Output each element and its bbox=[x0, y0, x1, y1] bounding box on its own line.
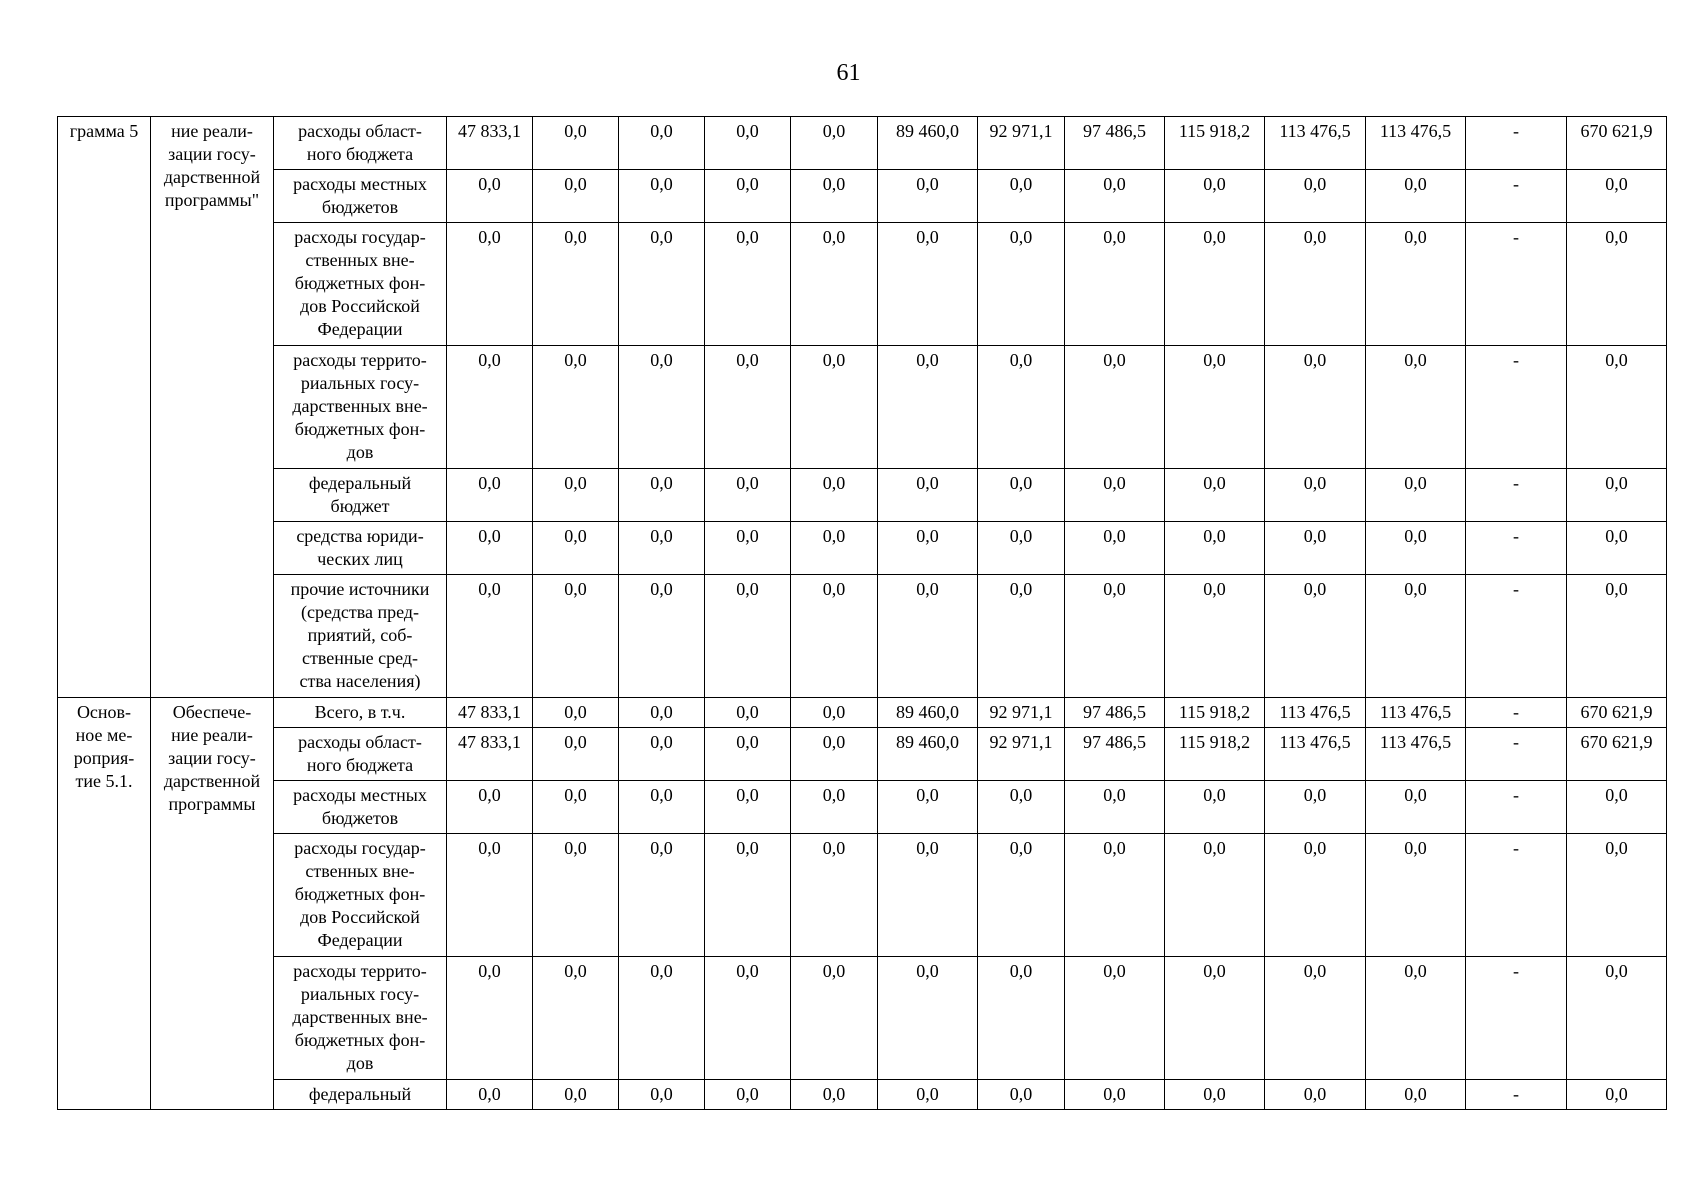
value-cell: 0,0 bbox=[878, 170, 978, 223]
value-cell: - bbox=[1466, 1080, 1567, 1110]
value-cell: 0,0 bbox=[978, 346, 1065, 469]
value-cell: 0,0 bbox=[1366, 469, 1466, 522]
value-cell: 0,0 bbox=[705, 575, 791, 698]
value-cell: 0,0 bbox=[619, 223, 705, 346]
value-cell: 0,0 bbox=[1065, 957, 1165, 1080]
table-row bbox=[58, 522, 1667, 575]
funding-source-cell: расходы террито- риальных госу- дарственных вне- бюджетных фон- дов bbox=[274, 346, 447, 469]
funding-source-cell: прочие источники (средства пред- приятий, соб- ственные сред- ства населения) bbox=[274, 575, 447, 698]
value-cell: 47 833,1 bbox=[447, 117, 533, 170]
program-name-cell: ние реали- зации госу- дарственной программы" bbox=[151, 117, 274, 698]
value-cell: 0,0 bbox=[978, 781, 1065, 834]
table-row bbox=[58, 834, 1667, 957]
value-cell: 0,0 bbox=[1065, 522, 1165, 575]
value-cell: - bbox=[1466, 170, 1567, 223]
value-cell: 113 476,5 bbox=[1265, 728, 1366, 781]
value-cell: 0,0 bbox=[1366, 223, 1466, 346]
value-cell: 0,0 bbox=[533, 728, 619, 781]
value-cell: 0,0 bbox=[791, 781, 878, 834]
value-cell: 115 918,2 bbox=[1165, 698, 1265, 728]
value-cell: 0,0 bbox=[1366, 1080, 1466, 1110]
value-cell: 0,0 bbox=[791, 1080, 878, 1110]
value-cell: 0,0 bbox=[533, 170, 619, 223]
table-row bbox=[58, 469, 1667, 522]
value-cell: 0,0 bbox=[791, 575, 878, 698]
value-cell: 47 833,1 bbox=[447, 698, 533, 728]
value-cell: 0,0 bbox=[619, 728, 705, 781]
table-row bbox=[58, 346, 1667, 469]
value-cell: 115 918,2 bbox=[1165, 117, 1265, 170]
total-value-cell: 670 621,9 bbox=[1567, 728, 1667, 781]
budget-table bbox=[57, 116, 1667, 1110]
value-cell: 0,0 bbox=[533, 957, 619, 1080]
value-cell: 0,0 bbox=[978, 170, 1065, 223]
value-cell: 0,0 bbox=[619, 834, 705, 957]
value-cell: 0,0 bbox=[705, 522, 791, 575]
value-cell: - bbox=[1466, 575, 1567, 698]
funding-source-cell: расходы государ- ственных вне- бюджетных фон- дов Российской Федерации bbox=[274, 223, 447, 346]
value-cell: 0,0 bbox=[1366, 170, 1466, 223]
value-cell: 0,0 bbox=[1065, 834, 1165, 957]
value-cell: 113 476,5 bbox=[1366, 728, 1466, 781]
value-cell: 92 971,1 bbox=[978, 728, 1065, 781]
value-cell: 0,0 bbox=[1165, 1080, 1265, 1110]
total-value-cell: 0,0 bbox=[1567, 834, 1667, 957]
value-cell: 0,0 bbox=[1165, 170, 1265, 223]
value-cell: 0,0 bbox=[791, 728, 878, 781]
value-cell: 0,0 bbox=[1165, 346, 1265, 469]
value-cell: 0,0 bbox=[619, 117, 705, 170]
value-cell: 0,0 bbox=[1165, 781, 1265, 834]
value-cell: 97 486,5 bbox=[1065, 698, 1165, 728]
value-cell: 0,0 bbox=[447, 575, 533, 698]
value-cell: 0,0 bbox=[1165, 223, 1265, 346]
value-cell: 0,0 bbox=[791, 522, 878, 575]
value-cell: 0,0 bbox=[791, 170, 878, 223]
value-cell: 0,0 bbox=[978, 834, 1065, 957]
value-cell: 0,0 bbox=[705, 698, 791, 728]
value-cell: 0,0 bbox=[533, 1080, 619, 1110]
value-cell: 0,0 bbox=[447, 522, 533, 575]
funding-source-cell: Всего, в т.ч. bbox=[274, 698, 447, 728]
value-cell: 92 971,1 bbox=[978, 698, 1065, 728]
funding-source-cell: федеральный bbox=[274, 1080, 447, 1110]
value-cell: 0,0 bbox=[978, 522, 1065, 575]
total-value-cell: 0,0 bbox=[1567, 522, 1667, 575]
value-cell: 0,0 bbox=[978, 1080, 1065, 1110]
value-cell: - bbox=[1466, 223, 1567, 346]
total-value-cell: 670 621,9 bbox=[1567, 698, 1667, 728]
value-cell: 0,0 bbox=[1065, 469, 1165, 522]
value-cell: 0,0 bbox=[878, 575, 978, 698]
funding-source-cell: федеральный бюджет bbox=[274, 469, 447, 522]
value-cell: 0,0 bbox=[705, 1080, 791, 1110]
value-cell: 0,0 bbox=[447, 223, 533, 346]
value-cell: 0,0 bbox=[1265, 469, 1366, 522]
value-cell: 89 460,0 bbox=[878, 698, 978, 728]
table-row bbox=[58, 698, 1667, 728]
value-cell: 0,0 bbox=[447, 957, 533, 1080]
funding-source-cell: расходы террито- риальных госу- дарственных вне- бюджетных фон- дов bbox=[274, 957, 447, 1080]
value-cell: 89 460,0 bbox=[878, 117, 978, 170]
value-cell: 0,0 bbox=[447, 781, 533, 834]
value-cell: 0,0 bbox=[1065, 1080, 1165, 1110]
table-row bbox=[58, 223, 1667, 346]
table-row bbox=[58, 781, 1667, 834]
value-cell: 0,0 bbox=[1165, 469, 1265, 522]
value-cell: 47 833,1 bbox=[447, 728, 533, 781]
table-row bbox=[58, 1080, 1667, 1110]
value-cell: 0,0 bbox=[1265, 346, 1366, 469]
value-cell: 0,0 bbox=[878, 522, 978, 575]
value-cell: 0,0 bbox=[878, 957, 978, 1080]
value-cell: 0,0 bbox=[447, 834, 533, 957]
value-cell: 89 460,0 bbox=[878, 728, 978, 781]
value-cell: 113 476,5 bbox=[1366, 698, 1466, 728]
value-cell: 0,0 bbox=[705, 117, 791, 170]
funding-source-cell: расходы местных бюджетов bbox=[274, 781, 447, 834]
program-code-cell: Основ- ное ме- роприя- тие 5.1. bbox=[58, 698, 151, 1110]
value-cell: 0,0 bbox=[878, 346, 978, 469]
value-cell: 0,0 bbox=[619, 1080, 705, 1110]
value-cell: 0,0 bbox=[1366, 781, 1466, 834]
value-cell: 0,0 bbox=[791, 469, 878, 522]
value-cell: 0,0 bbox=[1165, 834, 1265, 957]
value-cell: 0,0 bbox=[978, 223, 1065, 346]
total-value-cell: 0,0 bbox=[1567, 781, 1667, 834]
value-cell: 0,0 bbox=[878, 1080, 978, 1110]
value-cell: 0,0 bbox=[705, 346, 791, 469]
value-cell: 0,0 bbox=[619, 698, 705, 728]
value-cell: 0,0 bbox=[705, 170, 791, 223]
value-cell: 0,0 bbox=[1366, 346, 1466, 469]
value-cell: 0,0 bbox=[791, 223, 878, 346]
value-cell: 0,0 bbox=[1366, 957, 1466, 1080]
value-cell: 0,0 bbox=[878, 781, 978, 834]
value-cell: 92 971,1 bbox=[978, 117, 1065, 170]
value-cell: 97 486,5 bbox=[1065, 117, 1165, 170]
value-cell: 0,0 bbox=[791, 698, 878, 728]
value-cell: 0,0 bbox=[1065, 223, 1165, 346]
value-cell: 0,0 bbox=[619, 575, 705, 698]
value-cell: 0,0 bbox=[447, 170, 533, 223]
value-cell: 0,0 bbox=[533, 781, 619, 834]
value-cell: 0,0 bbox=[533, 698, 619, 728]
value-cell: - bbox=[1466, 781, 1567, 834]
value-cell: 0,0 bbox=[705, 781, 791, 834]
value-cell: - bbox=[1466, 117, 1567, 170]
value-cell: 0,0 bbox=[533, 346, 619, 469]
funding-source-cell: расходы государ- ственных вне- бюджетных фон- дов Российской Федерации bbox=[274, 834, 447, 957]
value-cell: 0,0 bbox=[978, 957, 1065, 1080]
value-cell: 0,0 bbox=[619, 957, 705, 1080]
value-cell: 0,0 bbox=[533, 575, 619, 698]
value-cell: 0,0 bbox=[447, 469, 533, 522]
funding-source-cell: средства юриди- ческих лиц bbox=[274, 522, 447, 575]
value-cell: 0,0 bbox=[533, 469, 619, 522]
total-value-cell: 0,0 bbox=[1567, 575, 1667, 698]
total-value-cell: 0,0 bbox=[1567, 223, 1667, 346]
value-cell: 113 476,5 bbox=[1265, 698, 1366, 728]
value-cell: 0,0 bbox=[533, 522, 619, 575]
page-number: 61 bbox=[836, 60, 861, 86]
value-cell: 0,0 bbox=[1165, 522, 1265, 575]
table-row bbox=[58, 728, 1667, 781]
value-cell: 0,0 bbox=[1366, 575, 1466, 698]
value-cell: 0,0 bbox=[447, 1080, 533, 1110]
table-row bbox=[58, 957, 1667, 1080]
value-cell: 0,0 bbox=[1366, 834, 1466, 957]
value-cell: 113 476,5 bbox=[1265, 117, 1366, 170]
value-cell: - bbox=[1466, 522, 1567, 575]
value-cell: 0,0 bbox=[791, 346, 878, 469]
value-cell: 0,0 bbox=[619, 522, 705, 575]
value-cell: 0,0 bbox=[619, 781, 705, 834]
funding-source-cell: расходы местных бюджетов bbox=[274, 170, 447, 223]
value-cell: 0,0 bbox=[705, 469, 791, 522]
value-cell: 0,0 bbox=[1366, 522, 1466, 575]
value-cell: 0,0 bbox=[1265, 575, 1366, 698]
funding-source-cell: расходы област- ного бюджета bbox=[274, 117, 447, 170]
value-cell: 0,0 bbox=[1065, 781, 1165, 834]
value-cell: 0,0 bbox=[878, 469, 978, 522]
value-cell: 0,0 bbox=[533, 223, 619, 346]
value-cell: 0,0 bbox=[978, 575, 1065, 698]
value-cell: 0,0 bbox=[705, 957, 791, 1080]
program-name-cell: Обеспече- ние реали- зации госу- дарственной программы bbox=[151, 698, 274, 1110]
value-cell: 0,0 bbox=[1165, 575, 1265, 698]
value-cell: 0,0 bbox=[619, 346, 705, 469]
value-cell: - bbox=[1466, 834, 1567, 957]
value-cell: 0,0 bbox=[878, 223, 978, 346]
value-cell: 0,0 bbox=[1265, 522, 1366, 575]
total-value-cell: 0,0 bbox=[1567, 469, 1667, 522]
value-cell: 0,0 bbox=[1065, 346, 1165, 469]
value-cell: - bbox=[1466, 469, 1567, 522]
value-cell: 0,0 bbox=[1165, 957, 1265, 1080]
value-cell: 0,0 bbox=[1265, 223, 1366, 346]
value-cell: - bbox=[1466, 698, 1567, 728]
value-cell: 0,0 bbox=[705, 728, 791, 781]
total-value-cell: 0,0 bbox=[1567, 346, 1667, 469]
value-cell: 0,0 bbox=[705, 223, 791, 346]
value-cell: 0,0 bbox=[619, 469, 705, 522]
total-value-cell: 0,0 bbox=[1567, 957, 1667, 1080]
value-cell: 0,0 bbox=[1265, 170, 1366, 223]
value-cell: 0,0 bbox=[1265, 1080, 1366, 1110]
table-row bbox=[58, 117, 1667, 170]
value-cell: - bbox=[1466, 957, 1567, 1080]
value-cell: 0,0 bbox=[447, 346, 533, 469]
value-cell: 0,0 bbox=[533, 834, 619, 957]
program-code-cell: грамма 5 bbox=[58, 117, 151, 698]
value-cell: - bbox=[1466, 728, 1567, 781]
total-value-cell: 0,0 bbox=[1567, 170, 1667, 223]
value-cell: 0,0 bbox=[1265, 834, 1366, 957]
value-cell: 0,0 bbox=[1065, 170, 1165, 223]
value-cell: 0,0 bbox=[1265, 957, 1366, 1080]
value-cell: 0,0 bbox=[533, 117, 619, 170]
value-cell: - bbox=[1466, 346, 1567, 469]
table-row bbox=[58, 575, 1667, 698]
table-body bbox=[58, 117, 1667, 1110]
value-cell: 115 918,2 bbox=[1165, 728, 1265, 781]
value-cell: 0,0 bbox=[791, 834, 878, 957]
value-cell: 0,0 bbox=[978, 469, 1065, 522]
value-cell: 0,0 bbox=[1265, 781, 1366, 834]
value-cell: 0,0 bbox=[878, 834, 978, 957]
total-value-cell: 670 621,9 bbox=[1567, 117, 1667, 170]
value-cell: 97 486,5 bbox=[1065, 728, 1165, 781]
value-cell: 0,0 bbox=[705, 834, 791, 957]
value-cell: 113 476,5 bbox=[1366, 117, 1466, 170]
value-cell: 0,0 bbox=[791, 117, 878, 170]
total-value-cell: 0,0 bbox=[1567, 1080, 1667, 1110]
value-cell: 0,0 bbox=[1065, 575, 1165, 698]
value-cell: 0,0 bbox=[791, 957, 878, 1080]
table-row bbox=[58, 170, 1667, 223]
funding-source-cell: расходы област- ного бюджета bbox=[274, 728, 447, 781]
value-cell: 0,0 bbox=[619, 170, 705, 223]
